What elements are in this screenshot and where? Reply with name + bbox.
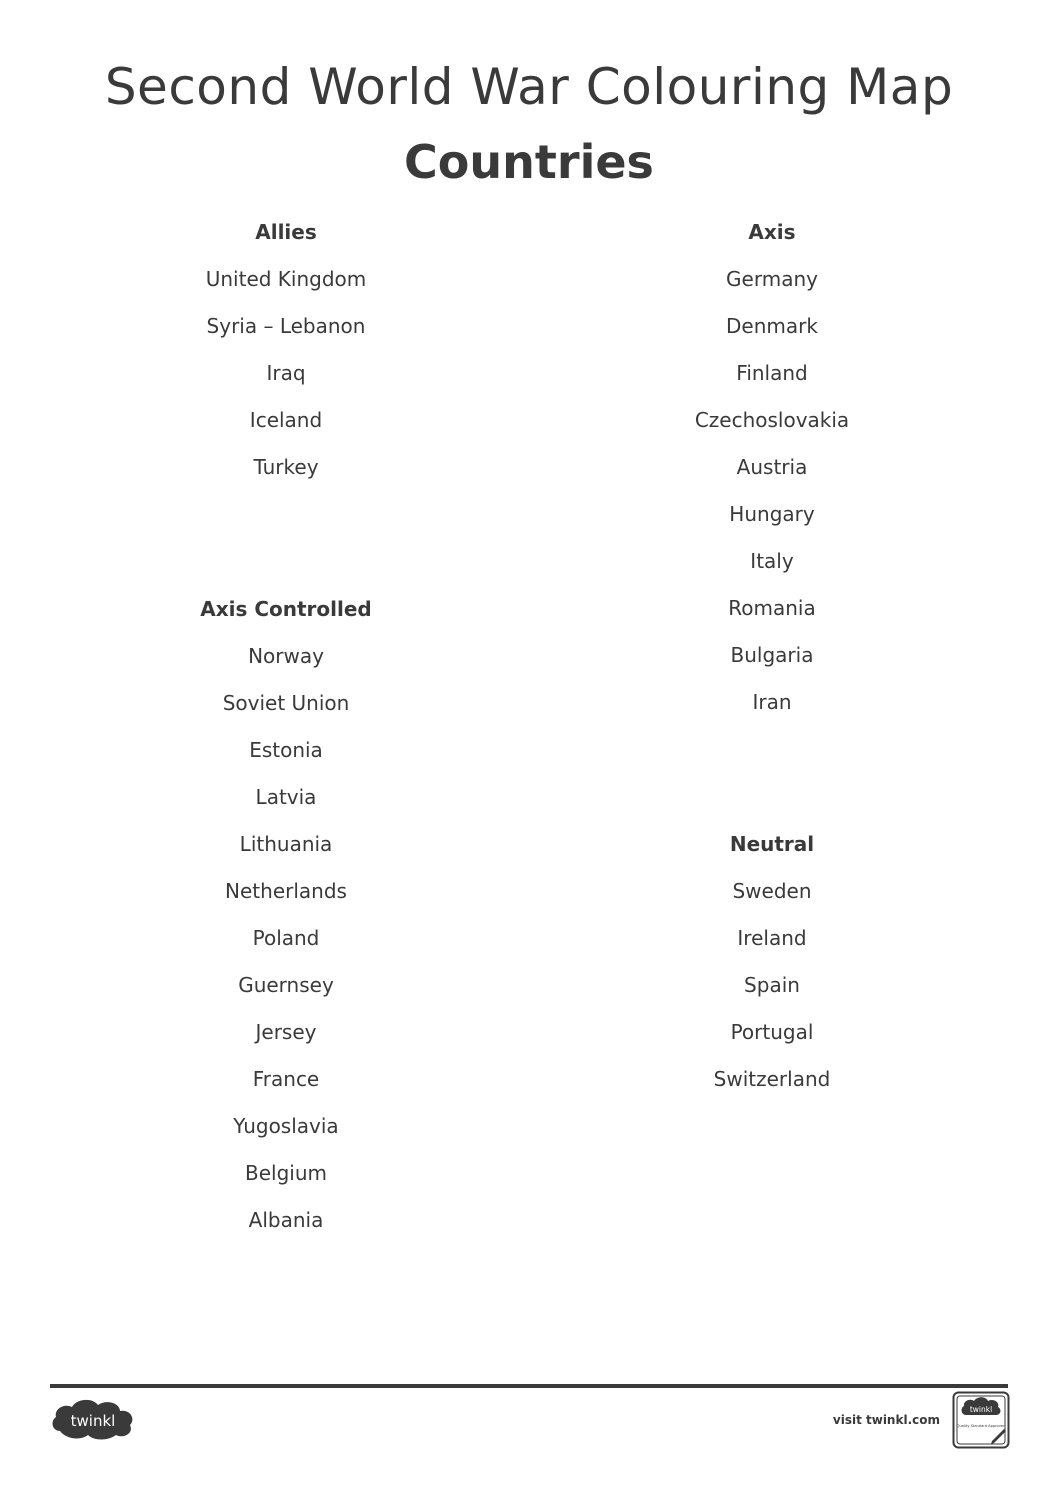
list-item: Netherlands: [225, 879, 347, 903]
axis-heading: Axis: [748, 220, 796, 244]
allies-group: [96, 209, 476, 491]
list-item: Austria: [736, 455, 808, 479]
neutral-list: [582, 868, 962, 1103]
list-item: Iceland: [249, 408, 323, 432]
list-item: France: [252, 1067, 320, 1091]
list-item: United Kingdom: [205, 267, 367, 291]
list-item: Bulgaria: [730, 643, 814, 667]
list-item: Iraq: [266, 361, 306, 385]
list-item: Soviet Union: [222, 691, 350, 715]
axis-list: [582, 256, 962, 726]
list-item: Sweden: [732, 879, 812, 903]
list-item: Lithuania: [239, 832, 333, 856]
page-subtitle: Countries: [404, 135, 654, 189]
list-item: Estonia: [249, 738, 323, 762]
logo-text: twinkl: [70, 1412, 116, 1430]
list-item: Ireland: [737, 926, 807, 950]
page-title: Second World War Colouring Map: [104, 58, 954, 116]
badge-brand-text: twinkl: [969, 1405, 993, 1414]
axis-controlled-list: [96, 633, 476, 1244]
list-item: Hungary: [729, 502, 815, 526]
list-item: Norway: [248, 644, 324, 668]
neutral-group: [582, 821, 962, 1103]
axis-controlled-heading: Axis Controlled: [200, 597, 372, 621]
axis-group: [582, 209, 962, 726]
badge-label-text: Quality Standard Approved: [956, 1424, 1006, 1428]
list-item: Latvia: [255, 785, 317, 809]
twinkl-logo: [50, 1397, 136, 1443]
list-item: Iran: [752, 690, 792, 714]
list-item: Belgium: [245, 1161, 327, 1185]
list-item: Jersey: [255, 1020, 317, 1044]
list-item: Poland: [252, 926, 320, 950]
allies-list: [96, 256, 476, 491]
list-item: Guernsey: [238, 973, 334, 997]
list-item: Albania: [248, 1208, 324, 1232]
list-item: Spain: [744, 973, 800, 997]
list-item: Yugoslavia: [233, 1114, 339, 1138]
list-item: Portugal: [730, 1020, 814, 1044]
visit-twinkl-link[interactable]: visit twinkl.com: [832, 1413, 940, 1427]
quality-standard-badge: [952, 1391, 1010, 1449]
list-item: Switzerland: [713, 1067, 831, 1091]
list-item: Denmark: [726, 314, 818, 338]
list-item: Czechoslovakia: [694, 408, 850, 432]
list-item: Germany: [726, 267, 818, 291]
axis-controlled-group: [96, 586, 476, 1244]
list-item: Romania: [728, 596, 816, 620]
neutral-heading: Neutral: [729, 832, 815, 856]
list-item: Finland: [736, 361, 808, 385]
list-item: Italy: [750, 549, 794, 573]
list-item: Syria – Lebanon: [206, 314, 366, 338]
allies-heading: Allies: [255, 220, 317, 244]
footer-divider: [50, 1384, 1008, 1388]
list-item: Turkey: [253, 455, 319, 479]
